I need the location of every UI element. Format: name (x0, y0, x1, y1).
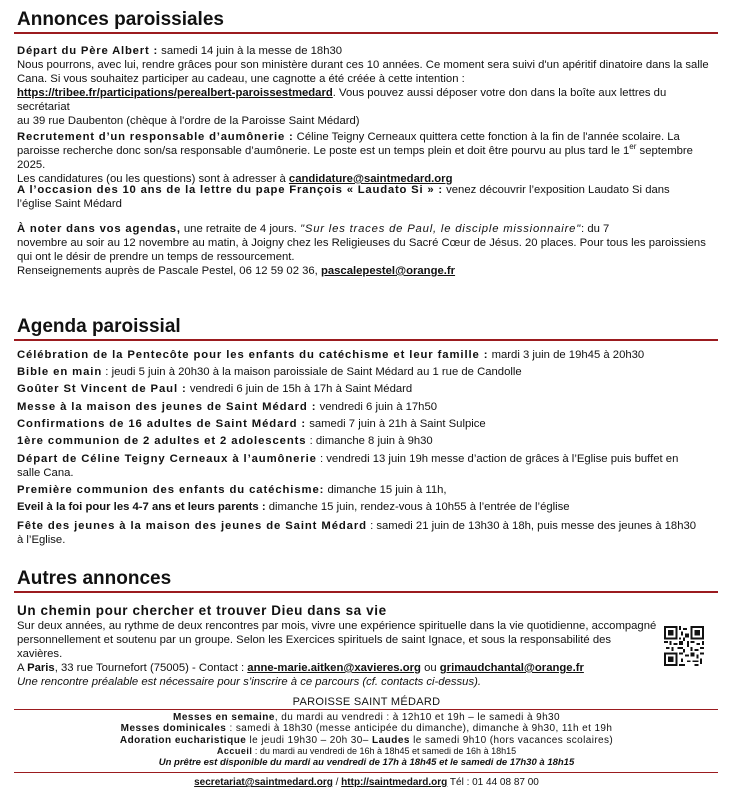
site-link[interactable]: http://saintmedard.org (341, 777, 448, 788)
footer-messes-dominicales: : samedi à 18h30 (messe anticipée du dimanche), dimanche à 9h30, 11h et 19h (226, 723, 613, 735)
footer-messes-semaine: , du mardi au vendredi : à 12h10 et 19h – le samedi à 9h30 (274, 712, 560, 723)
annonce-recrutement (17, 130, 719, 186)
recrutement-text-2b: septembre 2025. (17, 145, 693, 171)
laudato-text-2: l’église Saint Médard (17, 198, 122, 210)
agenda-item (17, 482, 719, 499)
agenda-item-text: dimanche 15 juin, rendez-vous à 10h55 à l’entrée de l’église (265, 501, 570, 514)
laudato-lead: A l’occasion des 10 ans de la lettre du pape François « Laudato Si » : (17, 184, 443, 196)
pascale-email-link[interactable]: pascalepestel@orange.fr (320, 265, 456, 277)
agenda-item (17, 533, 719, 547)
agenda-item (17, 433, 719, 450)
depart-lead: Départ du Père Albert : (17, 45, 159, 57)
footer-messes-semaine-label: Messes en semaine (173, 712, 275, 723)
annonce-laudato (17, 183, 719, 211)
recrutement-lead: Recrutement d’un responsable d’aumônerie : (17, 131, 294, 143)
agenda-item (17, 517, 719, 533)
agenda-item-text: dimanche 15 juin à 11h, (324, 484, 447, 497)
recrutement-text-2: paroisse recherche donc son/sa responsable d’aumônerie. Le poste est un temps plein et doit être pourvu au plus tard le 1 (17, 145, 630, 157)
agenda-item-lead: Messe à la maison des jeunes de Saint Médard : (17, 400, 317, 413)
autres-text-3a: A (17, 662, 28, 674)
agenda-item (17, 499, 719, 516)
autres-text-4: Une rencontre préalable est nécessaire pour s’inscrire à ce parcours (cf. contacts ci-dessus). (17, 676, 482, 688)
agendas-quote: "Sur les traces de Paul, le disciple missionnaire" (300, 223, 582, 235)
agenda-list (17, 347, 719, 547)
agenda-item (17, 416, 719, 433)
anne-marie-email-link[interactable]: anne-marie.aitken@xavieres.org (247, 662, 421, 674)
autres-ou: ou (420, 662, 440, 674)
footer-laudes: le samedi 9h10 (hors vacances scolaires) (409, 734, 614, 746)
agenda-item-text: vendredi 6 juin de 15h à 17h à Saint Médard (186, 383, 413, 396)
section-title-annonces: Annonces paroissiales (17, 9, 224, 30)
footer-messes-dominicales-label: Messes dominicales (120, 723, 227, 735)
agenda-item (17, 381, 719, 398)
recrutement-text-1: Céline Teigny Cerneaux quittera cette fonction à la fin de l'année scolaire. La (293, 131, 680, 143)
recrutement-sup: er (629, 142, 637, 152)
qr-code-icon[interactable] (664, 626, 704, 666)
agenda-item-text: : dimanche 8 juin à 9h30 (306, 435, 433, 448)
agenda-item (17, 399, 719, 416)
agenda-item-text: samedi 7 juin à 21h à Saint Sulpice (306, 417, 486, 430)
agenda-item-text: : jeudi 5 juin à 20h30 à la maison paroissiale de Saint Médard au 1 rue de Candolle (102, 366, 522, 379)
footer-accueil-label: Accueil (216, 745, 253, 756)
section-rule (14, 339, 718, 341)
agenda-item-text: vendredi 6 juin à 17h50 (316, 400, 438, 413)
section-rule (14, 32, 718, 34)
annonce-agendas (17, 222, 719, 278)
agenda-item-lead: Fête des jeunes à la maison des jeunes de Saint Médard (17, 519, 367, 532)
agenda-item-lead: Bible en main (17, 366, 103, 379)
agenda-item-lead: Eveil à la foi pour les 4-7 ans et leurs parents : (17, 501, 266, 514)
agenda-item-text: salle Cana. (17, 467, 74, 480)
autres-text-1: Sur deux années, au rythme de deux rencontres par mois, vivre une expérience spirituelle dans la vie quotidienne, accompagné (17, 620, 657, 632)
agendas-text-1a: une retraite de 4 jours. (180, 223, 301, 235)
agenda-item (17, 466, 719, 482)
depart-text-3: . Vous pouvez aussi déposer votre don dans la boîte aux lettres du secrétariat (17, 87, 667, 113)
agenda-item-lead: 1ère communion de 2 adultes et 2 adolescents (17, 435, 307, 448)
autres-text-2: personnellement et soutenu par un groupe. Selon les Exercices spirituels de saint Ignace, et sous la responsabilité des xavières. (17, 634, 612, 660)
section-title-autres: Autres annonces (17, 568, 172, 589)
footer-rule (14, 709, 718, 710)
agendas-text-1b: : du 7 (581, 223, 610, 235)
agenda-item (17, 347, 719, 364)
footer-sep: / (332, 777, 342, 788)
agenda-item-lead: Célébration de la Pentecôte pour les enfants du catéchisme et leur famille : (17, 349, 489, 361)
agenda-item-text: : vendredi 13 juin 19h messe d’action de grâces à l’Eglise puis buffet en (316, 453, 679, 466)
agenda-item-text: mardi 3 juin de 19h45 à 20h30 (488, 349, 645, 361)
annonce-depart (17, 44, 719, 128)
agenda-item (17, 450, 719, 466)
secretariat-email-link[interactable]: secretariat@saintmedard.org (194, 777, 333, 788)
autres-text-3b: , 33 rue Tournefort (75005) - Contact : (54, 662, 248, 674)
cagnotte-link[interactable]: https://tribee.fr/participations/perealbert-paroissestmedard (17, 87, 333, 99)
footer-accueil: : du mardi au vendredi de 16h à 18h45 et samedi de 16h à 18h15 (252, 745, 517, 756)
depart-text-4: au 39 rue Daubenton (chèque à l'ordre de la Paroisse Saint Médard) (17, 115, 360, 127)
section-rule (14, 591, 718, 593)
autres-headline: Un chemin pour chercher et trouver Dieu dans sa vie (17, 603, 387, 618)
candidature-email-link[interactable]: candidature@saintmedard.org (288, 173, 453, 185)
agenda-item-text: à l’Eglise. (17, 533, 66, 546)
agendas-text-4: Renseignements auprès de Pascale Pestel, 06 12 59 02 36, (17, 265, 321, 277)
depart-date: samedi 14 juin à la messe de 18h30 (158, 45, 343, 57)
footer-rule (14, 772, 718, 773)
footer-adoration: le jeudi 19h30 – 20h 30– (246, 734, 369, 746)
recrutement-text-3: Les candidatures (ou les questions) sont à adresser à (17, 173, 289, 185)
agenda-item-lead: Première communion des enfants du catéchisme: (17, 484, 325, 497)
footer-horaires (0, 712, 733, 768)
footer-pretre: Un prêtre est disponible du mardi au vendredi de 17h à 18h45 et le samedi de 17h30 à 18h15 (158, 757, 575, 769)
section-title-agenda: Agenda paroissial (17, 316, 181, 337)
autres-annonce (17, 602, 719, 689)
agenda-item-lead: Confirmations de 16 adultes de Saint Médard : (17, 417, 307, 430)
agenda-item-text: : samedi 21 juin de 13h30 à 18h, puis messe des jeunes à 18h30 (366, 519, 697, 532)
depart-text-2: Cana. Si vous souhaitez participer au cadeau, une cagnotte a été créée à cette intention : (17, 73, 465, 85)
agendas-text-2: novembre au soir au 12 novembre au matin, à Joigny chez les Religieuses du Sacré Cœur de Jésus. 20 places. Pour tous les paroissiens (17, 237, 706, 249)
agenda-item-lead: Goûter St Vincent de Paul : (17, 383, 187, 396)
agenda-item (17, 364, 719, 381)
agendas-text-3: qui ont le désir de prendre un temps de ressourcement. (17, 251, 295, 263)
laudato-text-1: venez découvrir l’exposition Laudato Si dans (442, 184, 670, 196)
footer-tel: Tél : 01 44 08 87 00 (447, 777, 539, 788)
agendas-lead: À noter dans vos agendas, (17, 223, 181, 235)
footer-laudes-label: Laudes (368, 734, 410, 746)
footer-adoration-label: Adoration eucharistique (119, 734, 247, 746)
depart-text-1: Nous pourrons, avec lui, rendre grâces pour son ministère durant ces 10 années. Ce moment sera suivi d'un apéritif dinatoire dans la salle (17, 59, 709, 71)
footer-contact (0, 776, 733, 790)
grimaud-email-link[interactable]: grimaudchantal@orange.fr (439, 662, 584, 674)
agenda-item-lead: Départ de Céline Teigny Cerneaux à l’aumônerie (17, 453, 317, 466)
footer-title: PAROISSE SAINT MÉDARD (292, 696, 441, 708)
autres-paris: Paris (27, 662, 55, 674)
